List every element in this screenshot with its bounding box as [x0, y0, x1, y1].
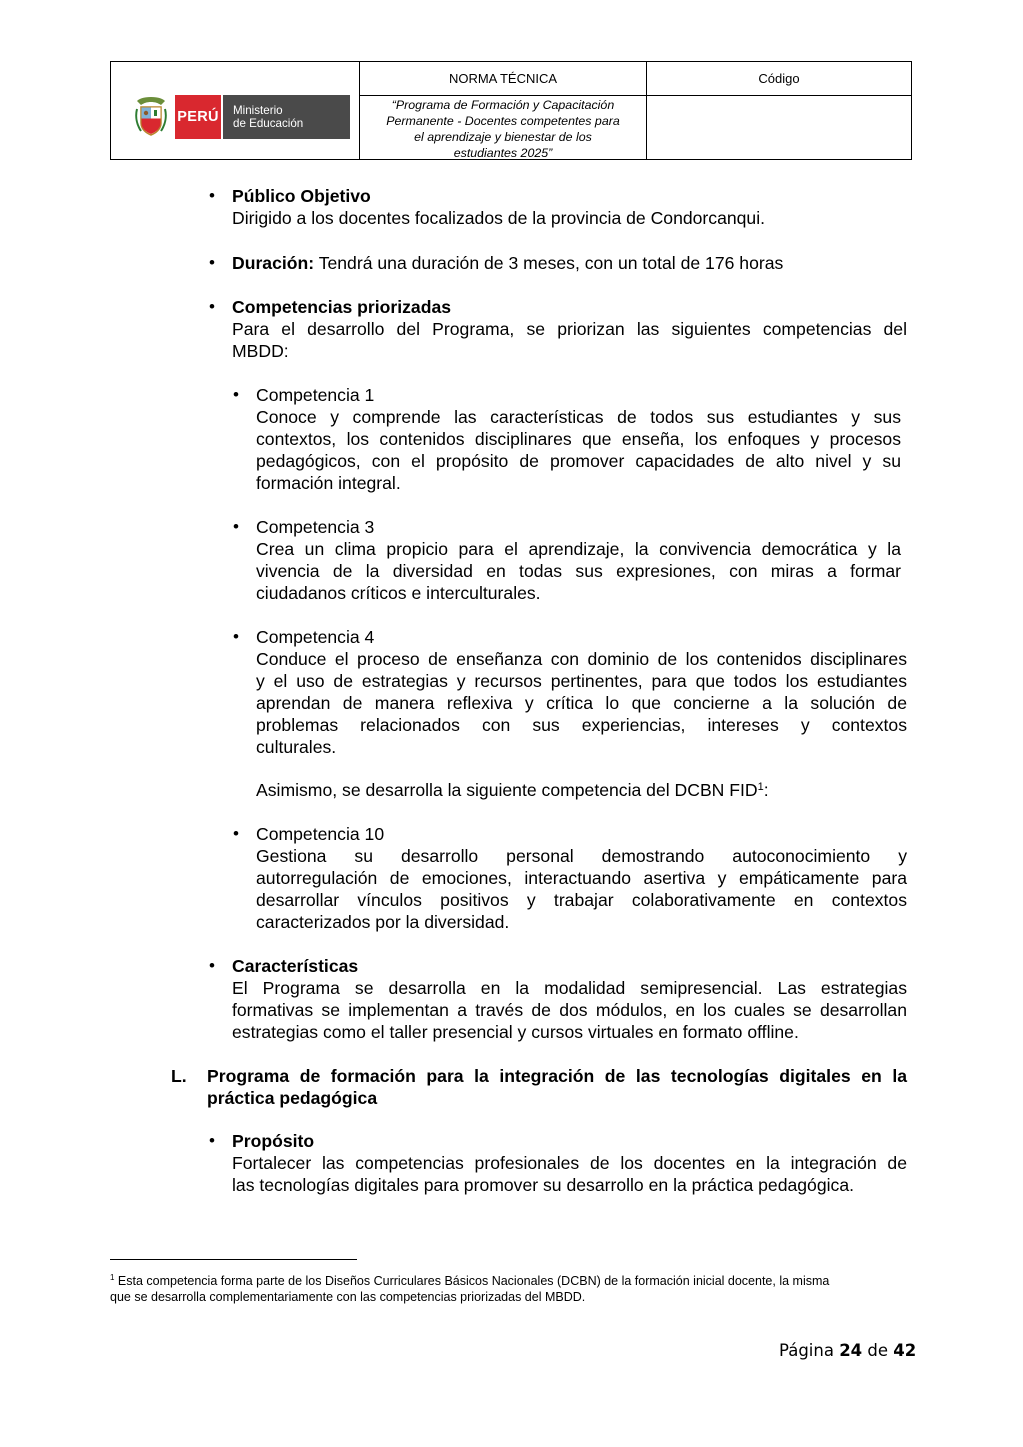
text-line: pedagógicos, con el propósito de promover capacidades de alto nivel y su [256, 451, 901, 471]
page-total: 42 [893, 1341, 917, 1360]
program-title-line: el aprendizaje y bienestar de los [414, 130, 592, 144]
text-line: formativas se implementan a través de dos módulos, en los cuales se desarrollan [232, 1000, 907, 1020]
logo-peru-label: PERÚ [175, 95, 221, 139]
text-line: Conoce y comprende las características de todos sus estudiantes y sus [256, 407, 901, 427]
competencia-3-title: Competencia 3 [256, 517, 375, 537]
text-line: desarrollar vínculos positivos y trabajar colaborativamente en contextos [256, 890, 907, 910]
publico-label: Público Objetivo [232, 186, 371, 206]
bullet-icon: • [209, 186, 215, 205]
norma-tecnica-label: NORMA TÉCNICA [360, 62, 646, 96]
competencias-label: Competencias priorizadas [232, 297, 452, 317]
text-line: culturales. [256, 737, 337, 757]
text-line: práctica pedagógica [207, 1088, 378, 1108]
bullet-icon: • [233, 824, 239, 843]
page-prefix: Página [779, 1341, 840, 1360]
competencia-1-title: Competencia 1 [256, 385, 375, 405]
text-line: El Programa se desarrolla en la modalidad semipresencial. Las estrategias [232, 978, 907, 998]
text-line: contextos, los contenidos disciplinares que enseña, los enfoques y procesos [256, 429, 901, 449]
text-line: caracterizados por la diversidad. [256, 912, 510, 932]
text-line: formación integral. [256, 473, 401, 493]
bullet-icon: • [209, 297, 215, 316]
header-code-cell [647, 62, 911, 159]
logo-ministry-label [221, 95, 350, 139]
competencia-1-text [256, 406, 901, 494]
text-line: Crea un clima propicio para el aprendizaje, la convivencia democrática y la [256, 539, 901, 559]
section-l-title [207, 1065, 907, 1109]
text-line: ciudadanos críticos e interculturales. [256, 583, 541, 603]
proposito-label: Propósito [232, 1131, 315, 1151]
asimismo-main: Asimismo, se desarrolla la siguiente competencia del DCBN FID [256, 780, 758, 800]
bullet-icon: • [233, 517, 239, 536]
bullet-icon: • [209, 253, 215, 272]
bullet-icon: • [209, 956, 215, 975]
text-line: vivencia de la diversidad en todas sus expresiones, con miras a formar [256, 561, 901, 581]
page-middle: de [862, 1341, 894, 1360]
logo-ministry-line: Ministerio [233, 104, 283, 117]
text-line: Para el desarrollo del Programa, se priorizan las siguientes competencias del [232, 319, 907, 339]
coat-of-arms-icon [133, 95, 169, 139]
text-line: autorregulación de emociones, interactuando asertiva y empáticamente para [256, 868, 907, 888]
logo-ministry-line: de Educación [233, 117, 304, 130]
bullet-icon: • [233, 385, 239, 404]
competencia-4-title: Competencia 4 [256, 627, 375, 647]
asimismo-text [256, 779, 769, 801]
text-line: Gestiona su desarrollo personal demostrando autoconocimiento y [256, 846, 907, 866]
text-line: problemas relacionados con sus experiencias, intereses y contextos [256, 715, 907, 735]
footnote-ref[interactable]: 1 [757, 781, 764, 793]
publico-text: Dirigido a los docentes focalizados de la provincia de Condorcanqui. [232, 208, 766, 228]
text-line: aprendan de manera reflexiva y crítica lo que concierne a la solución de [256, 693, 907, 713]
competencia-10-text [256, 845, 907, 933]
text-line: Fortalecer las competencias profesionales de los docentes en la integración de [232, 1153, 907, 1173]
text-line: Conduce el proceso de enseñanza con dominio de los contenidos disciplinares [256, 649, 907, 669]
document-header [110, 61, 912, 160]
caracteristicas-text [232, 977, 907, 1043]
bullet-icon: • [233, 627, 239, 646]
proposito-text [232, 1152, 907, 1196]
program-title-line: estudiantes 2025” [453, 146, 553, 160]
codigo-label: Código [647, 62, 911, 96]
duracion-item [232, 252, 783, 274]
page-number [779, 1341, 916, 1360]
footnote-line [110, 1270, 910, 1289]
competencia-3-text [256, 538, 901, 604]
program-title [360, 96, 646, 161]
duracion-text: Tendrá una duración de 3 meses, con un total de 176 horas [314, 253, 784, 273]
competencia-10-title: Competencia 10 [256, 824, 385, 844]
text-line: las tecnologías digitales para promover su desarrollo en la práctica pedagógica. [232, 1175, 855, 1195]
text-line: Programa de formación para la integración de las tecnologías digitales en la [207, 1066, 907, 1086]
footnote-separator [110, 1259, 357, 1260]
header-logo-cell [111, 62, 360, 159]
program-title-line: Permanente - Docentes competentes para [386, 114, 620, 128]
duracion-label: Duración: [232, 253, 315, 273]
program-title-line: “Programa de Formación y Capacitación [391, 98, 615, 112]
text-line: MBDD: [232, 341, 289, 361]
footnote-text: Esta competencia forma parte de los Diseños Curriculares Básicos Nacionales (DCBN) de la formación inicial docente, la misma [114, 1274, 830, 1289]
competencias-intro [232, 318, 907, 362]
ministry-logo [133, 95, 350, 139]
competencia-4-text [256, 648, 907, 758]
footnote-line: que se desarrolla complementariamente con las competencias priorizadas del MBDD. [110, 1290, 586, 1305]
footnote-number: 1 [110, 1273, 115, 1282]
header-title-cell [360, 62, 647, 159]
text-line: y el uso de estrategias y recursos pertinentes, para que todos los estudiantes [256, 671, 907, 691]
text-line: estrategias como el taller presencial y cursos virtuales en formato offline. [232, 1022, 799, 1042]
asimismo-end: : [763, 780, 769, 800]
bullet-icon: • [209, 1131, 215, 1150]
page-current: 24 [839, 1341, 863, 1360]
footnote [110, 1270, 910, 1305]
caracteristicas-label: Características [232, 956, 359, 976]
section-l-letter: L. [171, 1066, 187, 1086]
